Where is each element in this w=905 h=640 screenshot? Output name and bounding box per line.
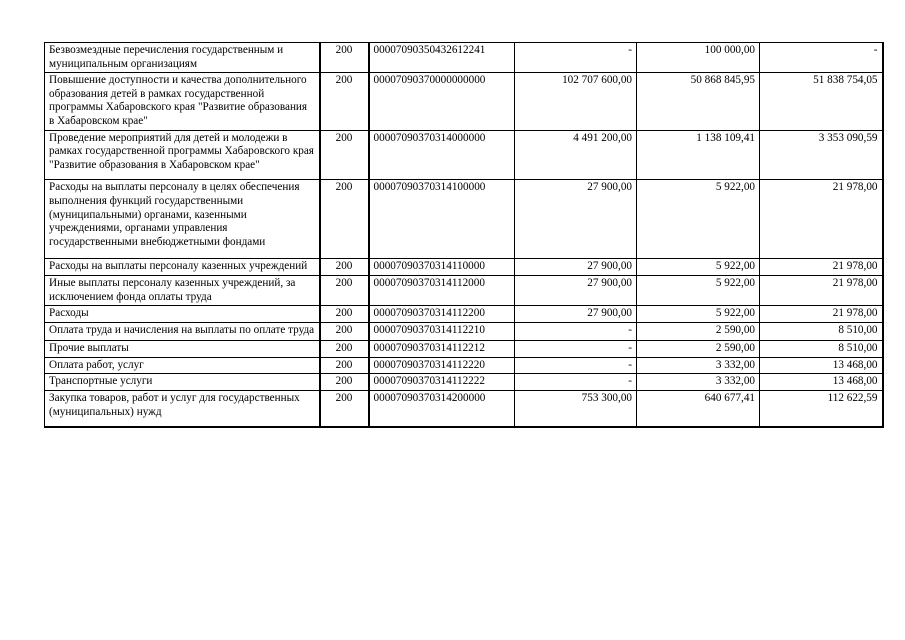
- approved-amount-cell: 27 900,00: [515, 180, 637, 259]
- executed-amount-cell: 5 922,00: [637, 259, 760, 276]
- line-code-cell: 200: [320, 322, 369, 341]
- expense-name-cell: Закупка товаров, работ и услуг для государственных (муниципальных) нужд: [45, 391, 320, 428]
- budget-execution-table: [44, 42, 884, 428]
- budget-classification-code-cell: 00007090370314000000: [369, 130, 515, 180]
- expense-name-cell: Проведение мероприятий для детей и молодежи в рамках государственной программы Хабаровского края "Развитие образования в Хабаровском крае": [45, 130, 320, 180]
- remaining-amount-cell: 21 978,00: [760, 306, 883, 323]
- remaining-amount-cell: 3 353 090,59: [760, 130, 883, 180]
- budget-classification-code-cell: 00007090370314112200: [369, 306, 515, 323]
- table-row: [45, 180, 883, 259]
- approved-amount-cell: 27 900,00: [515, 275, 637, 305]
- remaining-amount-cell: 21 978,00: [760, 275, 883, 305]
- table-row: [45, 341, 883, 358]
- table-row: [45, 73, 883, 130]
- budget-classification-code-cell: 00007090370314112222: [369, 374, 515, 391]
- executed-amount-cell: 3 332,00: [637, 374, 760, 391]
- budget-classification-code-cell: 00007090370314110000: [369, 259, 515, 276]
- line-code-cell: 200: [320, 130, 369, 180]
- executed-amount-cell: 5 922,00: [637, 180, 760, 259]
- expense-name-cell: Безвозмездные перечисления государственным и муниципальным организациям: [45, 43, 320, 73]
- expense-name-cell: Транспортные услуги: [45, 374, 320, 391]
- remaining-amount-cell: 13 468,00: [760, 357, 883, 374]
- table-row: [45, 275, 883, 305]
- budget-classification-code-cell: 00007090370314112210: [369, 322, 515, 341]
- approved-amount-cell: -: [515, 374, 637, 391]
- table-row: [45, 322, 883, 341]
- approved-amount-cell: 27 900,00: [515, 259, 637, 276]
- budget-classification-code-cell: 00007090370314112212: [369, 341, 515, 358]
- approved-amount-cell: -: [515, 357, 637, 374]
- approved-amount-cell: 4 491 200,00: [515, 130, 637, 180]
- budget-classification-code-cell: 00007090370314200000: [369, 391, 515, 428]
- expense-name-cell: Прочие выплаты: [45, 341, 320, 358]
- expense-name-cell: Расходы на выплаты персоналу в целях обеспечения выполнения функций государственными (муниципальными) органами, казенными учреждениями, органами управления государственными внебюджетными фондами: [45, 180, 320, 259]
- remaining-amount-cell: 112 622,59: [760, 391, 883, 428]
- remaining-amount-cell: 21 978,00: [760, 180, 883, 259]
- executed-amount-cell: 1 138 109,41: [637, 130, 760, 180]
- line-code-cell: 200: [320, 275, 369, 305]
- expense-name-cell: Оплата труда и начисления на выплаты по оплате труда: [45, 322, 320, 341]
- table-body: [45, 43, 883, 428]
- remaining-amount-cell: 21 978,00: [760, 259, 883, 276]
- approved-amount-cell: 102 707 600,00: [515, 73, 637, 130]
- approved-amount-cell: -: [515, 322, 637, 341]
- line-code-cell: 200: [320, 73, 369, 130]
- executed-amount-cell: 100 000,00: [637, 43, 760, 73]
- table-row: [45, 130, 883, 180]
- table-row: [45, 374, 883, 391]
- remaining-amount-cell: 8 510,00: [760, 322, 883, 341]
- executed-amount-cell: 5 922,00: [637, 306, 760, 323]
- executed-amount-cell: 3 332,00: [637, 357, 760, 374]
- remaining-amount-cell: 8 510,00: [760, 341, 883, 358]
- budget-classification-code-cell: 00007090370000000000: [369, 73, 515, 130]
- line-code-cell: 200: [320, 357, 369, 374]
- budget-classification-code-cell: 00007090370314100000: [369, 180, 515, 259]
- table-row: [45, 357, 883, 374]
- approved-amount-cell: -: [515, 43, 637, 73]
- budget-classification-code-cell: 00007090370314112000: [369, 275, 515, 305]
- line-code-cell: 200: [320, 43, 369, 73]
- table-row: [45, 43, 883, 73]
- executed-amount-cell: 5 922,00: [637, 275, 760, 305]
- approved-amount-cell: 753 300,00: [515, 391, 637, 428]
- expense-name-cell: Иные выплаты персоналу казенных учреждений, за исключением фонда оплаты труда: [45, 275, 320, 305]
- line-code-cell: 200: [320, 306, 369, 323]
- line-code-cell: 200: [320, 374, 369, 391]
- line-code-cell: 200: [320, 180, 369, 259]
- executed-amount-cell: 2 590,00: [637, 322, 760, 341]
- executed-amount-cell: 50 868 845,95: [637, 73, 760, 130]
- approved-amount-cell: 27 900,00: [515, 306, 637, 323]
- executed-amount-cell: 640 677,41: [637, 391, 760, 428]
- table-row: [45, 306, 883, 323]
- remaining-amount-cell: -: [760, 43, 883, 73]
- remaining-amount-cell: 13 468,00: [760, 374, 883, 391]
- budget-classification-code-cell: 00007090350432612241: [369, 43, 515, 73]
- line-code-cell: 200: [320, 391, 369, 428]
- expense-name-cell: Расходы на выплаты персоналу казенных учреждений: [45, 259, 320, 276]
- table-row: [45, 259, 883, 276]
- approved-amount-cell: -: [515, 341, 637, 358]
- table-row: [45, 391, 883, 428]
- line-code-cell: 200: [320, 259, 369, 276]
- expense-name-cell: Оплата работ, услуг: [45, 357, 320, 374]
- expense-name-cell: Расходы: [45, 306, 320, 323]
- line-code-cell: 200: [320, 341, 369, 358]
- remaining-amount-cell: 51 838 754,05: [760, 73, 883, 130]
- executed-amount-cell: 2 590,00: [637, 341, 760, 358]
- expense-name-cell: Повышение доступности и качества дополнительного образования детей в рамках государственной программы Хабаровского края "Развитие образования в Хабаровском крае": [45, 73, 320, 130]
- budget-classification-code-cell: 00007090370314112220: [369, 357, 515, 374]
